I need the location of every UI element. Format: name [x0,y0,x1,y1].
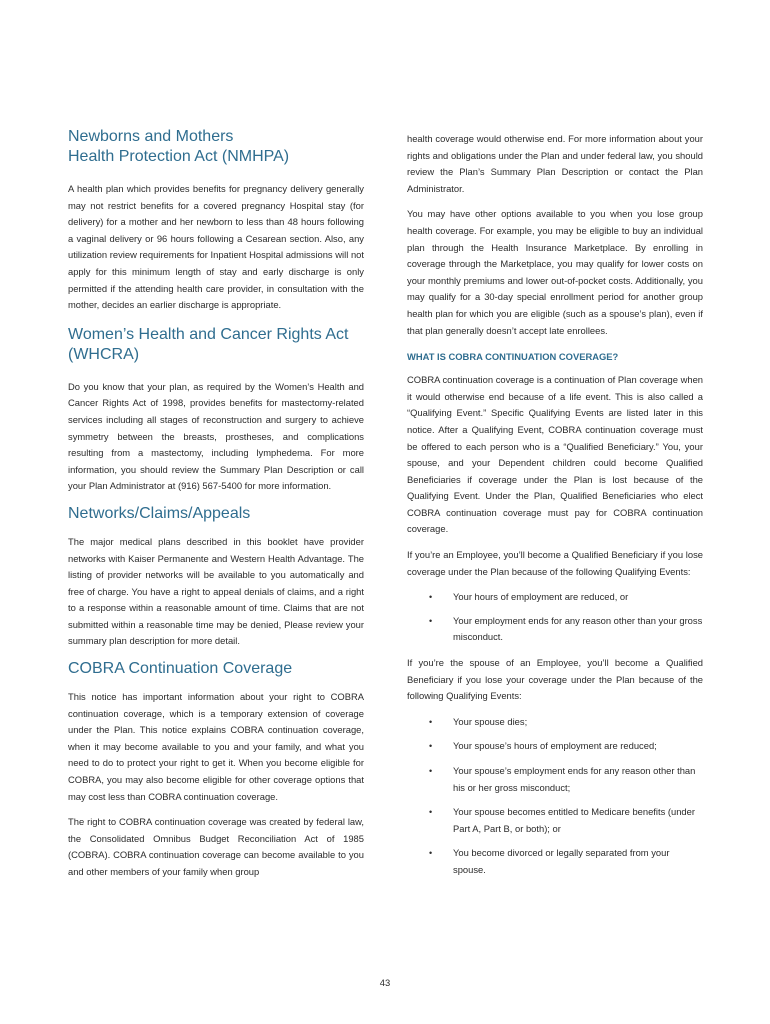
cobra-subheading: WHAT IS COBRA CONTINUATION COVERAGE? [407,351,619,363]
spouse-events-list [407,714,703,879]
cobra-heading: COBRA Continuation Coverage [68,660,293,678]
nmhpa-body: A health plan which provides benefits for pregnancy delivery generally may not restrict benefits for a covered pregnancy Hospital stay (for delivery) for a mother and her newborn to less than 48 hours following a vaginal delivery or 96 hours following a Cesarean section. Also, any utilization review requirements for Inpatient Hospital admissions will not apply for this minimum length of stay and early discharge is only permitted if the attending health care provider, in consultation with the mother, decides an earlier discharge is appropriate. [68,183,364,311]
whcra-body: Do you know that your plan, as required by the Women’s Health and Cancer Rights Act of 1998, provides benefits for mastectomy-related services including all stages of reconstruction and surgery to achieve symmetry between the breasts, prostheses, and complications resulting from a mastectomy, including lymphedema. For more information, you should review the Summary Plan Description or call your Plan Administrator at (916) 567-5400 for more information. [68,380,364,492]
right-para-3: COBRA continuation coverage is a continuation of Plan coverage when it would otherwise end because of a life event. This is also called a “Qualifying Event.” Specific Qualifying Events are listed later in this notice. After a Qualifying Event, COBRA continuation coverage must be offered to each person who is a “Qualified Beneficiary.” You, your spouse, and your Dependent children could become Qualified Beneficiaries if coverage under the Plan is lost because of the Qualifying Event. Under the Plan, Qualified Beneficiaries who elect COBRA continuation coverage must pay for COBRA continuation coverage. [407,374,703,535]
whcra-heading-line1: Women’s Health and Cancer Rights Act [68,325,349,343]
nmhpa-heading-line2: Health Protection Act (NMHPA) [68,148,290,165]
right-para-1: health coverage would otherwise end. For more information about your rights and obligations under the Plan and under federal law, you should review the Plan’s Summary Plan Description or contact the Plan Administrator. [407,133,703,194]
right-para-4: If you’re an Employee, you’ll become a Qualified Beneficiary if you lose coverage under the Plan because of the following Qualifying Events: [407,549,703,577]
list-item: • Your spouse becomes entitled to Medicare benefits (under Part A, Part B, or both); or [407,804,703,837]
left-column [68,127,364,881]
page-number: 43 [379,977,391,988]
employee-events-list [407,589,703,646]
list-item: • Your spouse’s hours of employment are reduced; [407,738,703,755]
networks-body: The major medical plans described in this booklet have provider networks with Kaiser Permanente and Western Health Advantage. The listing of provider networks will be available to you automatically and free of charge. You have a right to appeal denials of claims, and a right to a response within a reasonable amount of time. Claims that are not submitted within a reasonable time may be denied, Please review your summary plan description for more detail. [68,535,364,647]
whcra-heading [68,325,364,365]
list-item: • You become divorced or legally separated from your spouse. [407,845,703,878]
right-column [407,131,703,879]
list-item: • Your employment ends for any reason other than your gross misconduct. [407,613,703,646]
nmhpa-heading-line1: Newborns and Mothers [68,128,234,145]
nmhpa-heading [68,127,364,167]
right-para-2: You may have other options available to you when you lose group health coverage. For example, you may be eligible to buy an individual plan through the Health Insurance Marketplace. By enrolling in coverage through the Marketplace, you may qualify for lower costs on your monthly premiums and lower out-of-pocket costs. Additionally, you may qualify for a 30-day special enrollment period for another group health plan for which you are eligible (such as a spouse’s plan), even if that plan generally doesn’t accept late enrollees. [407,208,703,336]
list-item: • Your spouse’s employment ends for any reason other than his or her gross misconduct; [407,763,703,796]
list-item: • Your hours of employment are reduced, or [407,589,703,606]
networks-heading: Networks/Claims/Appeals [68,504,251,522]
right-para-5: If you’re the spouse of an Employee, you’ll become a Qualified Beneficiary if you lose your coverage under the Plan because of the following Qualifying Events: [407,657,703,702]
cobra-body-2: The right to COBRA continuation coverage was created by federal law, the Consolidated Omnibus Budget Reconciliation Act of 1985 (COBRA). COBRA continuation coverage can become available to you and other members of your family when group [68,816,364,877]
list-item: • Your spouse dies; [407,714,703,731]
cobra-body-1: This notice has important information about your right to COBRA continuation coverage, which is a temporary extension of coverage under the Plan. This notice explains COBRA continuation coverage, when it may become available to you and your family, and what you need to do to protect your right to get it. When you become eligible for COBRA, you may also become eligible for other coverage options that may cost less than COBRA continuation coverage. [68,691,364,802]
whcra-heading-line2: (WHCRA) [68,345,140,363]
